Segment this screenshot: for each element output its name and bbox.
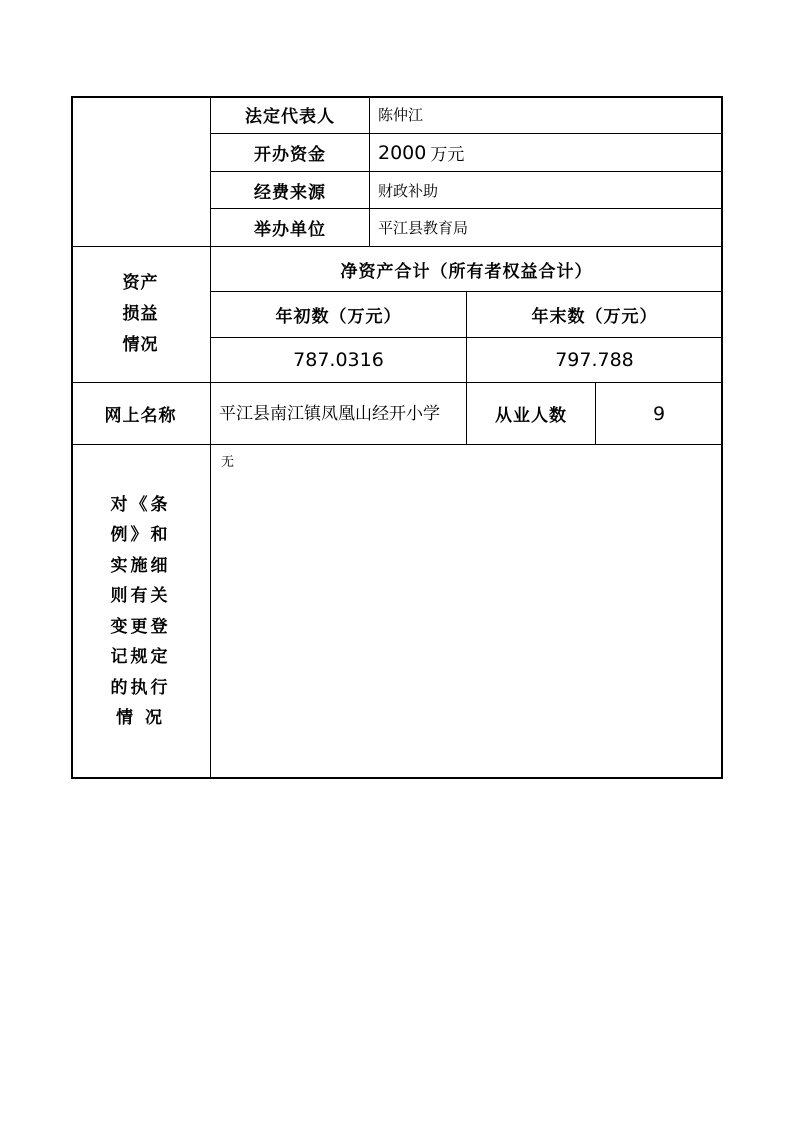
registration-table (71, 96, 723, 779)
assets-label-line: 情况 (122, 335, 159, 355)
funding-label: 经费来源 (211, 172, 370, 209)
sponsor-label: 举办单位 (211, 209, 370, 247)
compliance-label-line: 实施细 (110, 555, 171, 576)
capital-value (370, 134, 723, 172)
end-value: 797.788 (467, 338, 723, 383)
staff-value: 9 (596, 383, 723, 445)
compliance-label-line: 则有关 (110, 586, 171, 606)
end-label: 年末数（万元） (467, 292, 723, 338)
online-name-value: 平江县南江镇凤凰山经开小学 (211, 383, 467, 445)
begin-label: 年初数（万元） (211, 292, 467, 338)
compliance-label-line: 的执行 (110, 677, 171, 698)
net-assets-header: 净资产合计（所有者权益合计） (211, 247, 723, 292)
assets-label-line: 损益 (122, 304, 159, 324)
begin-value: 787.0316 (211, 338, 467, 383)
blank-cell (71, 96, 211, 247)
capital-number: 2000 (378, 141, 427, 164)
compliance-label-line: 情 况 (116, 708, 165, 728)
legal-rep-value: 陈仲江 (370, 96, 723, 134)
staff-label: 从业人数 (467, 383, 596, 445)
compliance-value: 无 (211, 445, 723, 779)
compliance-label (71, 445, 211, 779)
assets-section-label (71, 247, 211, 383)
capital-label: 开办资金 (211, 134, 370, 172)
compliance-label-line: 对《条 (110, 494, 171, 515)
online-name-label: 网上名称 (71, 383, 211, 445)
funding-value: 财政补助 (370, 172, 723, 209)
sponsor-value: 平江县教育局 (370, 209, 723, 247)
legal-rep-label: 法定代表人 (211, 96, 370, 134)
compliance-label-line: 记规定 (110, 647, 171, 667)
assets-label-line: 资产 (122, 273, 159, 293)
capital-unit: 万元 (430, 145, 465, 165)
compliance-label-line: 变更登 (110, 616, 171, 637)
compliance-label-line: 例》和 (110, 525, 171, 545)
